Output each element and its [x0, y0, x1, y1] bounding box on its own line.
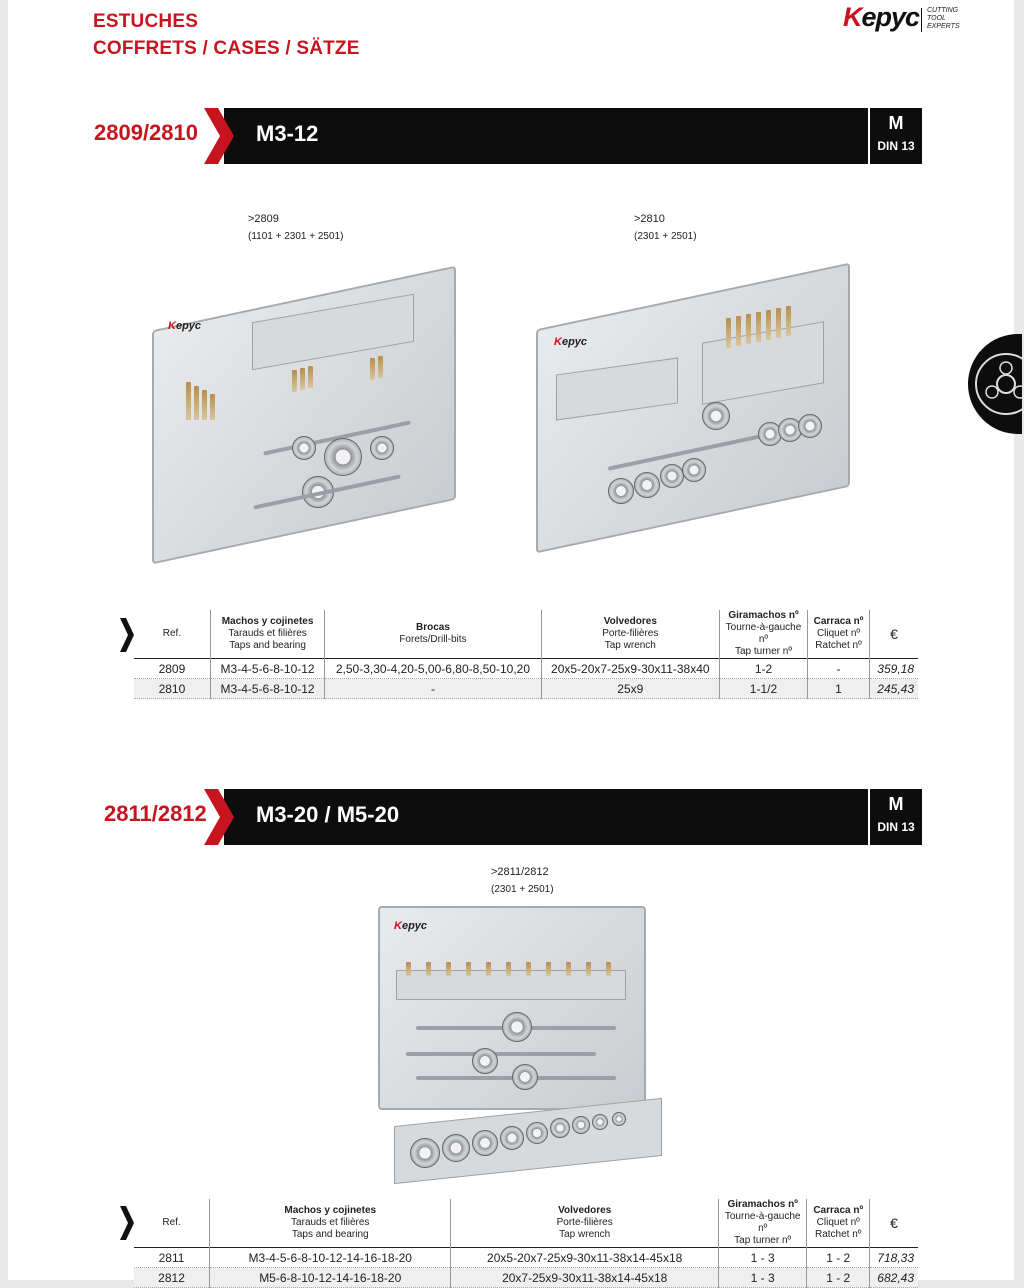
category-heading: [93, 8, 360, 62]
col-ref: Ref.: [162, 628, 182, 639]
section-ref: 2809/2810: [94, 120, 198, 145]
category-line-multilang: COFFRETS / CASES / SÄTZE: [93, 38, 360, 59]
spec-table-2809-2810: [134, 610, 918, 699]
thread-standard-badge: M DIN 13: [870, 108, 922, 164]
table-row: 2810 M3-4-5-6-8-10-12 - 25x9 1-1/2 1 245,43: [134, 679, 918, 699]
product-photo-2811-2812: Kepyc: [376, 900, 676, 1176]
spec-table-2811-2812: [134, 1199, 918, 1288]
die-icon: [968, 334, 1022, 434]
col-price: €: [870, 1199, 918, 1248]
brand-tagline: CUTTING TOOL EXPERTS: [927, 7, 960, 30]
table-row: 2809 M3-4-5-6-8-10-12 2,50-3,30-4,20-5,00-6,80-8,50-10,20 20x5-20x7-25x9-30x11-38x40 1-2 - 359,18: [134, 659, 918, 679]
section-ref: 2811/2812: [104, 801, 207, 826]
product-photo-2810: Kepyc: [526, 256, 866, 546]
section-title: M3-12: [256, 121, 319, 146]
section-title: M3-20 / M5-20: [256, 802, 400, 827]
section-bar-2809-2810: [8, 108, 1014, 164]
brand-logo: [843, 2, 973, 38]
col-taps: Machos y cojinetes Tarauds et filières Taps and bearing: [210, 1199, 451, 1248]
section-bar-band: [224, 108, 868, 164]
table-row: 2811 M3-4-5-6-8-10-12-14-16-18-20 20x5-20x7-25x9-30x11-38x14-45x18 1 - 3 1 - 2 718,33: [134, 1248, 918, 1268]
chevron-right-icon: [120, 618, 134, 652]
col-price: €: [870, 610, 918, 659]
brand-separator: [921, 8, 922, 32]
thread-die-tab[interactable]: [968, 334, 1022, 434]
table-header-row: [134, 610, 918, 659]
chevron-right-icon: [120, 1206, 134, 1240]
col-taps: Machos y cojinetes Tarauds et filières Taps and bearing: [210, 610, 324, 659]
product-caption-2810: >2810 (2301 + 2501): [634, 213, 697, 242]
col-tap-turner: Giramachos nº Tourne-à-gauche nº Tap turner nº: [718, 1199, 806, 1248]
col-tap-wrench: Volvedores Porte-filières Tap wrench: [451, 1199, 719, 1248]
brand-name: Kepyc: [843, 2, 920, 32]
col-tap-wrench: Volvedores Porte-filières Tap wrench: [541, 610, 719, 659]
section-bar-2811-2812: [8, 789, 1014, 845]
table-row: 2812 M5-6-8-10-12-14-16-18-20 20x7-25x9-30x11-38x14-45x18 1 - 3 1 - 2 682,43: [134, 1268, 918, 1288]
col-ratchet: Carraca nº Cliquet nº Ratchet nº: [807, 610, 869, 659]
col-tap-turner: Giramachos nº Tourne-à-gauche nº Tap turner nº: [720, 610, 808, 659]
catalog-page: [8, 0, 1014, 1285]
chevron-right-icon: [204, 789, 236, 845]
product-caption-2809: >2809 (1101 + 2301 + 2501): [248, 213, 344, 242]
col-drills: Brocas Forets/Drill-bits: [325, 610, 541, 659]
product-photo-2809: Kepyc: [142, 258, 472, 548]
category-line-es: ESTUCHES: [93, 11, 199, 32]
table-header-row: [134, 1199, 918, 1248]
col-ref: Ref.: [162, 1217, 181, 1228]
chevron-right-icon: [204, 108, 236, 164]
col-ratchet: Carraca nº Cliquet nº Ratchet nº: [807, 1199, 870, 1248]
product-caption-2811-2812: >2811/2812 (2301 + 2501): [491, 866, 554, 895]
thread-standard-badge: M DIN 13: [870, 789, 922, 845]
